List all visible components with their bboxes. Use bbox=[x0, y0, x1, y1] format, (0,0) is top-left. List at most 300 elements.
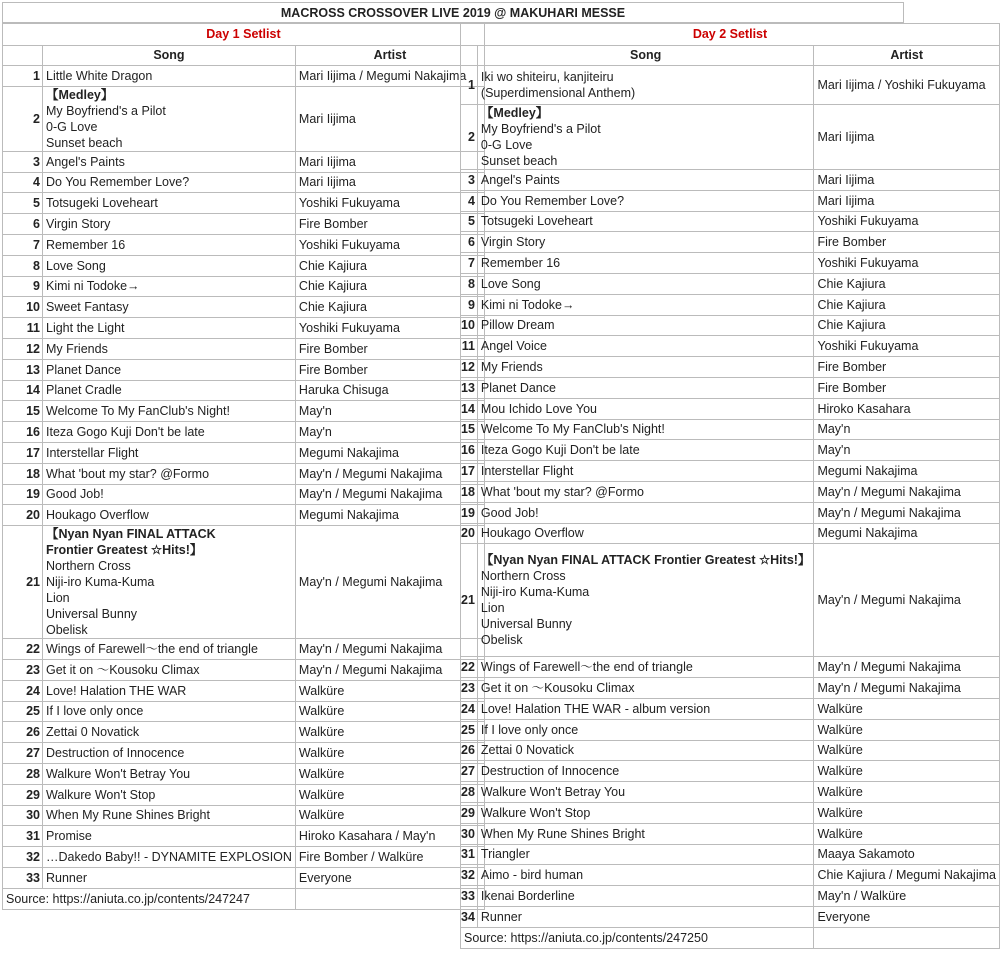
track-number-cell[interactable]: 14 bbox=[461, 398, 478, 419]
song-line: Welcome To My FanClub's Night! bbox=[46, 404, 230, 419]
table-row bbox=[3, 442, 485, 463]
track-number-cell[interactable]: 22 bbox=[461, 657, 478, 678]
song-line: Virgin Story bbox=[480, 235, 546, 250]
track-number-cell[interactable]: 17 bbox=[461, 461, 478, 482]
track-number-cell[interactable]: 3 bbox=[461, 170, 478, 191]
source-link[interactable]: Source: https://aniuta.co.jp/contents/247250 bbox=[461, 927, 814, 948]
song-cell[interactable] bbox=[477, 481, 814, 502]
song-cell[interactable] bbox=[477, 336, 814, 357]
track-number-cell[interactable]: 29 bbox=[461, 802, 478, 823]
artist-cell[interactable]: Mari Iijima bbox=[295, 172, 484, 193]
track-number-cell[interactable]: 2 bbox=[461, 105, 478, 170]
song-line: Universal Bunny bbox=[46, 607, 138, 622]
song-line: Sunset beach bbox=[46, 135, 123, 150]
table-row bbox=[461, 105, 1000, 170]
song-header[interactable]: Song bbox=[43, 46, 296, 66]
song-line: Lion bbox=[480, 601, 505, 616]
track-number-cell[interactable]: 11 bbox=[3, 318, 43, 339]
artist-cell[interactable]: Megumi Nakajima bbox=[814, 461, 1000, 482]
artist-cell[interactable]: Yoshiki Fukuyama bbox=[814, 253, 1000, 274]
artist-cell[interactable]: Walküre bbox=[295, 722, 484, 743]
track-number-cell[interactable]: 32 bbox=[461, 865, 478, 886]
artist-header[interactable]: Artist bbox=[295, 46, 484, 66]
song-cell[interactable] bbox=[477, 719, 814, 740]
track-number-cell[interactable]: 19 bbox=[461, 502, 478, 523]
artist-cell[interactable]: Walküre bbox=[814, 802, 1000, 823]
artist-cell[interactable]: Mari Iijima bbox=[814, 190, 1000, 211]
song-line: Love Song bbox=[480, 276, 541, 291]
song-cell[interactable] bbox=[43, 680, 296, 701]
song-line: Get it on ～Kousoku Climax bbox=[480, 681, 635, 696]
song-cell[interactable] bbox=[477, 844, 814, 865]
source-link[interactable]: Source: https://aniuta.co.jp/contents/247247 bbox=[3, 888, 296, 909]
artist-header[interactable]: Artist bbox=[814, 46, 1000, 66]
song-line: If I love only once bbox=[46, 704, 144, 719]
track-number-cell[interactable]: 27 bbox=[3, 743, 43, 764]
song-line: My Friends bbox=[480, 360, 543, 375]
table-row bbox=[461, 544, 1000, 657]
artist-cell[interactable]: Fire Bomber bbox=[814, 232, 1000, 253]
song-cell[interactable] bbox=[43, 484, 296, 505]
song-line: What 'bout my star? @Formo bbox=[480, 484, 644, 499]
song-cell[interactable] bbox=[43, 422, 296, 443]
track-number-cell[interactable]: 24 bbox=[3, 680, 43, 701]
song-cell[interactable] bbox=[477, 398, 814, 419]
sheet-title[interactable]: MACROSS CROSSOVER LIVE 2019 @ MAKUHARI MESSE bbox=[2, 2, 904, 23]
song-cell[interactable] bbox=[477, 190, 814, 211]
table-row bbox=[461, 782, 1000, 803]
song-cell[interactable] bbox=[43, 505, 296, 526]
track-number-cell[interactable]: 12 bbox=[3, 338, 43, 359]
song-cell[interactable] bbox=[43, 847, 296, 868]
song-line: Promise bbox=[46, 829, 92, 844]
track-number-cell[interactable]: 29 bbox=[3, 784, 43, 805]
track-number-cell[interactable]: 25 bbox=[461, 719, 478, 740]
track-number-cell[interactable]: 4 bbox=[461, 190, 478, 211]
table-row bbox=[461, 253, 1000, 274]
artist-cell[interactable]: Chie Kajiura bbox=[295, 297, 484, 318]
artist-cell[interactable]: May'n bbox=[295, 401, 484, 422]
artist-cell[interactable]: May'n / Megumi Nakajima bbox=[295, 659, 484, 680]
track-number-cell[interactable]: 30 bbox=[461, 823, 478, 844]
track-number-cell[interactable]: 11 bbox=[461, 336, 478, 357]
song-cell[interactable] bbox=[43, 234, 296, 255]
artist-cell[interactable]: Fire Bomber bbox=[295, 359, 484, 380]
song-cell[interactable] bbox=[477, 170, 814, 191]
table-row bbox=[461, 698, 1000, 719]
artist-cell[interactable]: Mari Iijima bbox=[295, 151, 484, 172]
artist-cell[interactable]: Walküre bbox=[814, 698, 1000, 719]
track-number-cell[interactable]: 8 bbox=[3, 255, 43, 276]
artist-cell[interactable]: Fire Bomber bbox=[295, 214, 484, 235]
song-line: Welcome To My FanClub's Night! bbox=[480, 422, 665, 437]
artist-cell[interactable]: Yoshiki Fukuyama bbox=[295, 193, 484, 214]
track-number-cell[interactable]: 24 bbox=[461, 698, 478, 719]
song-line: My Friends bbox=[46, 341, 108, 356]
table-row bbox=[461, 336, 1000, 357]
song-cell[interactable] bbox=[43, 86, 296, 151]
song-cell[interactable] bbox=[477, 461, 814, 482]
empty-cell[interactable] bbox=[295, 888, 484, 909]
track-number-cell[interactable]: 26 bbox=[461, 740, 478, 761]
artist-cell[interactable]: May'n / Megumi Nakajima bbox=[295, 526, 484, 639]
song-cell[interactable] bbox=[43, 338, 296, 359]
song-line: Planet Dance bbox=[480, 380, 556, 395]
song-line: Walkure Won't Stop bbox=[480, 805, 591, 820]
artist-cell[interactable]: Walküre bbox=[814, 782, 1000, 803]
song-line: Pillow Dream bbox=[480, 318, 555, 333]
song-line: Good Job! bbox=[46, 487, 104, 502]
num-header[interactable] bbox=[461, 46, 478, 66]
table-row bbox=[461, 190, 1000, 211]
table-row bbox=[3, 318, 485, 339]
artist-cell[interactable]: Megumi Nakajima bbox=[814, 523, 1000, 544]
table-row bbox=[461, 170, 1000, 191]
artist-cell[interactable]: May'n / Megumi Nakajima bbox=[814, 657, 1000, 678]
track-number-cell[interactable]: 23 bbox=[461, 678, 478, 699]
song-cell[interactable] bbox=[43, 66, 296, 87]
song-line: Light the Light bbox=[46, 321, 125, 336]
day1-setlist-table bbox=[2, 23, 485, 910]
table-row bbox=[3, 380, 485, 401]
track-number-cell[interactable]: 21 bbox=[3, 526, 43, 639]
song-line: Northern Cross bbox=[480, 569, 566, 584]
song-line: When My Rune Shines Bright bbox=[46, 808, 210, 823]
artist-cell[interactable]: Chie Kajiura bbox=[814, 315, 1000, 336]
table-row bbox=[3, 722, 485, 743]
table-row bbox=[461, 315, 1000, 336]
track-number-cell[interactable]: 31 bbox=[3, 826, 43, 847]
track-number-cell[interactable]: 7 bbox=[461, 253, 478, 274]
song-line: Obelisk bbox=[46, 623, 88, 638]
artist-cell[interactable]: Haruka Chisuga bbox=[295, 380, 484, 401]
song-cell[interactable] bbox=[43, 826, 296, 847]
song-cell[interactable] bbox=[477, 544, 814, 657]
track-number-cell[interactable]: 3 bbox=[3, 151, 43, 172]
track-number-cell[interactable]: 6 bbox=[3, 214, 43, 235]
song-cell[interactable] bbox=[477, 440, 814, 461]
song-cell[interactable] bbox=[477, 377, 814, 398]
artist-cell[interactable]: May'n bbox=[814, 419, 1000, 440]
song-cell[interactable] bbox=[477, 315, 814, 336]
artist-cell[interactable]: Fire Bomber / Walküre bbox=[295, 847, 484, 868]
artist-cell[interactable]: Maaya Sakamoto bbox=[814, 844, 1000, 865]
song-cell[interactable] bbox=[477, 823, 814, 844]
table-row bbox=[461, 211, 1000, 232]
song-line: Iteza Gogo Kuji Don't be late bbox=[480, 443, 640, 458]
artist-cell[interactable]: Chie Kajiura bbox=[295, 276, 484, 297]
song-line: Lion bbox=[46, 591, 70, 606]
track-number-cell[interactable]: 21 bbox=[461, 544, 478, 657]
track-number-cell[interactable]: 26 bbox=[3, 722, 43, 743]
song-cell[interactable] bbox=[477, 740, 814, 761]
song-cell[interactable] bbox=[477, 761, 814, 782]
track-number-cell[interactable]: 22 bbox=[3, 639, 43, 660]
song-cell[interactable] bbox=[43, 193, 296, 214]
day2-label[interactable]: Day 2 Setlist bbox=[461, 24, 1000, 46]
artist-cell[interactable]: Hiroko Kasahara bbox=[814, 398, 1000, 419]
track-number-cell[interactable]: 15 bbox=[461, 419, 478, 440]
track-number-cell[interactable]: 13 bbox=[461, 377, 478, 398]
artist-cell[interactable]: May'n / Walküre bbox=[814, 886, 1000, 907]
song-cell[interactable] bbox=[477, 419, 814, 440]
artist-cell[interactable]: May'n / Megumi Nakajima bbox=[814, 544, 1000, 657]
song-cell[interactable] bbox=[477, 502, 814, 523]
artist-cell[interactable]: May'n bbox=[295, 422, 484, 443]
track-number-cell[interactable]: 10 bbox=[461, 315, 478, 336]
track-number-cell[interactable]: 8 bbox=[461, 273, 478, 294]
song-line: Houkago Overflow bbox=[46, 508, 149, 523]
song-header[interactable]: Song bbox=[477, 46, 814, 66]
song-line: Sunset beach bbox=[480, 154, 558, 168]
artist-cell[interactable]: Megumi Nakajima bbox=[295, 505, 484, 526]
track-number-cell[interactable]: 33 bbox=[461, 886, 478, 907]
table-row bbox=[3, 401, 485, 422]
track-number-cell[interactable]: 7 bbox=[3, 234, 43, 255]
artist-cell[interactable]: Chie Kajiura bbox=[814, 294, 1000, 315]
song-cell[interactable] bbox=[43, 763, 296, 784]
song-line: Iki wo shiteiru, kanjiteiru bbox=[480, 70, 614, 84]
song-line: Universal Bunny bbox=[480, 617, 572, 632]
table-row bbox=[461, 481, 1000, 502]
track-number-cell[interactable]: 1 bbox=[461, 66, 478, 105]
track-number-cell[interactable]: 20 bbox=[461, 523, 478, 544]
song-cell[interactable] bbox=[477, 253, 814, 274]
track-number-cell[interactable]: 4 bbox=[3, 172, 43, 193]
song-line: Runner bbox=[480, 909, 522, 924]
song-line: (Superdimensional Anthem) bbox=[480, 86, 636, 100]
track-number-cell[interactable]: 15 bbox=[3, 401, 43, 422]
song-line: Interstellar Flight bbox=[480, 464, 574, 479]
track-number-cell[interactable]: 12 bbox=[461, 357, 478, 378]
artist-cell[interactable]: Chie Kajiura bbox=[814, 273, 1000, 294]
num-header[interactable] bbox=[3, 46, 43, 66]
day1-label[interactable]: Day 1 Setlist bbox=[3, 24, 485, 46]
track-number-cell[interactable]: 28 bbox=[3, 763, 43, 784]
artist-cell[interactable]: Walküre bbox=[814, 761, 1000, 782]
artist-cell[interactable]: May'n / Megumi Nakajima bbox=[295, 463, 484, 484]
artist-cell[interactable]: Hiroko Kasahara / May'n bbox=[295, 826, 484, 847]
table-row bbox=[3, 86, 485, 151]
track-number-cell[interactable]: 18 bbox=[461, 481, 478, 502]
track-number-cell[interactable]: 16 bbox=[3, 422, 43, 443]
song-cell[interactable] bbox=[477, 273, 814, 294]
track-number-cell[interactable]: 16 bbox=[461, 440, 478, 461]
track-number-cell[interactable]: 17 bbox=[3, 442, 43, 463]
track-number-cell[interactable]: 25 bbox=[3, 701, 43, 722]
artist-cell[interactable]: Walküre bbox=[814, 719, 1000, 740]
song-line: Kimi ni Todoke→ bbox=[46, 279, 140, 294]
song-cell[interactable] bbox=[43, 255, 296, 276]
song-line: Zettai 0 Novatick bbox=[480, 743, 574, 758]
artist-cell[interactable]: Yoshiki Fukuyama bbox=[295, 234, 484, 255]
track-number-cell[interactable]: 5 bbox=[3, 193, 43, 214]
song-cell[interactable] bbox=[43, 214, 296, 235]
empty-cell[interactable] bbox=[814, 927, 1000, 948]
artist-cell[interactable]: Walküre bbox=[295, 805, 484, 826]
track-number-cell[interactable]: 5 bbox=[461, 211, 478, 232]
song-line: Obelisk bbox=[480, 633, 523, 648]
table-row bbox=[461, 440, 1000, 461]
artist-cell[interactable]: Megumi Nakajima bbox=[295, 442, 484, 463]
song-cell[interactable] bbox=[477, 66, 814, 105]
table-row bbox=[461, 865, 1000, 886]
artist-cell[interactable]: May'n / Megumi Nakajima bbox=[814, 678, 1000, 699]
track-number-cell[interactable]: 9 bbox=[461, 294, 478, 315]
track-number-cell[interactable]: 34 bbox=[461, 906, 478, 927]
song-cell[interactable] bbox=[43, 722, 296, 743]
track-number-cell[interactable]: 28 bbox=[461, 782, 478, 803]
artist-cell[interactable]: Mari Iijima bbox=[295, 86, 484, 151]
song-line: 0-G Love bbox=[46, 119, 98, 134]
song-cell[interactable] bbox=[477, 357, 814, 378]
table-row bbox=[461, 377, 1000, 398]
table-row bbox=[461, 357, 1000, 378]
artist-cell[interactable]: May'n / Megumi Nakajima bbox=[814, 481, 1000, 502]
song-cell[interactable] bbox=[43, 639, 296, 660]
song-cell[interactable] bbox=[477, 782, 814, 803]
table-row bbox=[3, 784, 485, 805]
song-line: Good Job! bbox=[480, 505, 539, 520]
table-row bbox=[461, 461, 1000, 482]
song-line: Mou Ichido Love You bbox=[480, 401, 597, 416]
artist-cell[interactable]: Walküre bbox=[295, 784, 484, 805]
song-line: Do You Remember Love? bbox=[480, 193, 625, 208]
song-cell[interactable] bbox=[43, 297, 296, 318]
song-cell[interactable] bbox=[43, 318, 296, 339]
song-line: When My Rune Shines Bright bbox=[480, 826, 645, 841]
song-line: Sweet Fantasy bbox=[46, 300, 129, 315]
table-row bbox=[3, 338, 485, 359]
artist-cell[interactable]: May'n bbox=[814, 440, 1000, 461]
track-number-cell[interactable]: 10 bbox=[3, 297, 43, 318]
artist-cell[interactable]: Fire Bomber bbox=[295, 338, 484, 359]
song-cell[interactable] bbox=[43, 442, 296, 463]
song-cell[interactable] bbox=[43, 359, 296, 380]
table-row bbox=[461, 273, 1000, 294]
song-cell[interactable] bbox=[477, 886, 814, 907]
song-line: Walkure Won't Betray You bbox=[480, 785, 626, 800]
artist-cell[interactable]: Chie Kajiura bbox=[295, 255, 484, 276]
song-cell[interactable] bbox=[477, 698, 814, 719]
track-number-cell[interactable]: 23 bbox=[3, 659, 43, 680]
artist-cell[interactable]: Mari Iijima / Megumi Nakajima bbox=[295, 66, 484, 87]
artist-cell[interactable]: Walküre bbox=[295, 763, 484, 784]
song-cell[interactable] bbox=[43, 743, 296, 764]
track-number-cell[interactable]: 32 bbox=[3, 847, 43, 868]
table-row bbox=[3, 743, 485, 764]
artist-cell[interactable]: Everyone bbox=[814, 906, 1000, 927]
song-cell[interactable] bbox=[477, 105, 814, 170]
song-line: Aimo - bird human bbox=[480, 868, 584, 883]
track-number-cell[interactable]: 6 bbox=[461, 232, 478, 253]
track-number-cell[interactable]: 20 bbox=[3, 505, 43, 526]
track-number-cell[interactable]: 33 bbox=[3, 867, 43, 888]
table-row bbox=[461, 678, 1000, 699]
track-number-cell[interactable]: 30 bbox=[3, 805, 43, 826]
song-cell[interactable] bbox=[43, 784, 296, 805]
table-row bbox=[461, 66, 1000, 105]
track-number-cell[interactable]: 27 bbox=[461, 761, 478, 782]
song-cell[interactable] bbox=[43, 805, 296, 826]
artist-cell[interactable]: Yoshiki Fukuyama bbox=[814, 211, 1000, 232]
artist-cell[interactable]: Chie Kajiura / Megumi Nakajima bbox=[814, 865, 1000, 886]
song-cell[interactable] bbox=[477, 523, 814, 544]
artist-cell[interactable]: May'n / Megumi Nakajima bbox=[295, 639, 484, 660]
track-number-cell[interactable]: 18 bbox=[3, 463, 43, 484]
artist-cell[interactable]: Mari Iijima bbox=[814, 170, 1000, 191]
song-cell[interactable] bbox=[43, 867, 296, 888]
song-cell[interactable] bbox=[477, 232, 814, 253]
song-line: Remember 16 bbox=[480, 256, 561, 271]
song-cell[interactable] bbox=[477, 802, 814, 823]
song-cell[interactable] bbox=[43, 401, 296, 422]
table-row bbox=[3, 297, 485, 318]
song-cell[interactable] bbox=[43, 172, 296, 193]
song-line: Niji-iro Kuma-Kuma bbox=[480, 585, 590, 600]
table-row bbox=[3, 172, 485, 193]
table-row bbox=[461, 740, 1000, 761]
track-number-cell[interactable]: 9 bbox=[3, 276, 43, 297]
track-number-cell[interactable]: 2 bbox=[3, 86, 43, 151]
song-line: If I love only once bbox=[480, 722, 579, 737]
source-row bbox=[461, 927, 1000, 948]
artist-cell[interactable]: May'n / Megumi Nakajima bbox=[814, 502, 1000, 523]
song-cell[interactable] bbox=[477, 211, 814, 232]
song-line: My Boyfriend's a Pilot bbox=[46, 103, 166, 118]
artist-cell[interactable]: Walküre bbox=[295, 701, 484, 722]
artist-cell[interactable]: Fire Bomber bbox=[814, 377, 1000, 398]
song-cell[interactable] bbox=[477, 294, 814, 315]
artist-cell[interactable]: Walküre bbox=[295, 743, 484, 764]
artist-cell[interactable]: Walküre bbox=[814, 823, 1000, 844]
track-number-cell[interactable]: 1 bbox=[3, 66, 43, 87]
song-cell[interactable] bbox=[477, 906, 814, 927]
song-cell[interactable] bbox=[43, 701, 296, 722]
song-line: Walkure Won't Stop bbox=[46, 787, 156, 802]
song-cell[interactable] bbox=[43, 659, 296, 680]
track-number-cell[interactable]: 19 bbox=[3, 484, 43, 505]
song-cell[interactable] bbox=[43, 276, 296, 297]
song-cell[interactable] bbox=[43, 463, 296, 484]
song-cell[interactable] bbox=[477, 865, 814, 886]
song-cell[interactable] bbox=[43, 151, 296, 172]
artist-cell[interactable]: Everyone bbox=[295, 867, 484, 888]
track-number-cell[interactable]: 31 bbox=[461, 844, 478, 865]
track-number-cell[interactable]: 14 bbox=[3, 380, 43, 401]
artist-cell[interactable]: Yoshiki Fukuyama bbox=[295, 318, 484, 339]
artist-cell[interactable]: Yoshiki Fukuyama bbox=[814, 336, 1000, 357]
artist-cell[interactable]: Walküre bbox=[814, 740, 1000, 761]
artist-cell[interactable]: Walküre bbox=[295, 680, 484, 701]
table-row bbox=[3, 680, 485, 701]
artist-cell[interactable]: May'n / Megumi Nakajima bbox=[295, 484, 484, 505]
table-row bbox=[3, 639, 485, 660]
artist-cell[interactable]: Mari Iijima bbox=[814, 105, 1000, 170]
song-cell[interactable] bbox=[477, 678, 814, 699]
artist-cell[interactable]: Mari Iijima / Yoshiki Fukuyama bbox=[814, 66, 1000, 105]
song-line: Frontier Greatest ☆Hits!】 bbox=[46, 543, 203, 558]
song-cell[interactable] bbox=[43, 526, 296, 639]
song-cell[interactable] bbox=[43, 380, 296, 401]
song-cell[interactable] bbox=[477, 657, 814, 678]
song-line: Wings of Farewell～the end of triangle bbox=[480, 660, 693, 675]
artist-cell[interactable]: Fire Bomber bbox=[814, 357, 1000, 378]
track-number-cell[interactable]: 13 bbox=[3, 359, 43, 380]
song-line: Angel Voice bbox=[480, 339, 547, 354]
day1-table-wrapper bbox=[2, 23, 485, 910]
table-row bbox=[3, 276, 485, 297]
